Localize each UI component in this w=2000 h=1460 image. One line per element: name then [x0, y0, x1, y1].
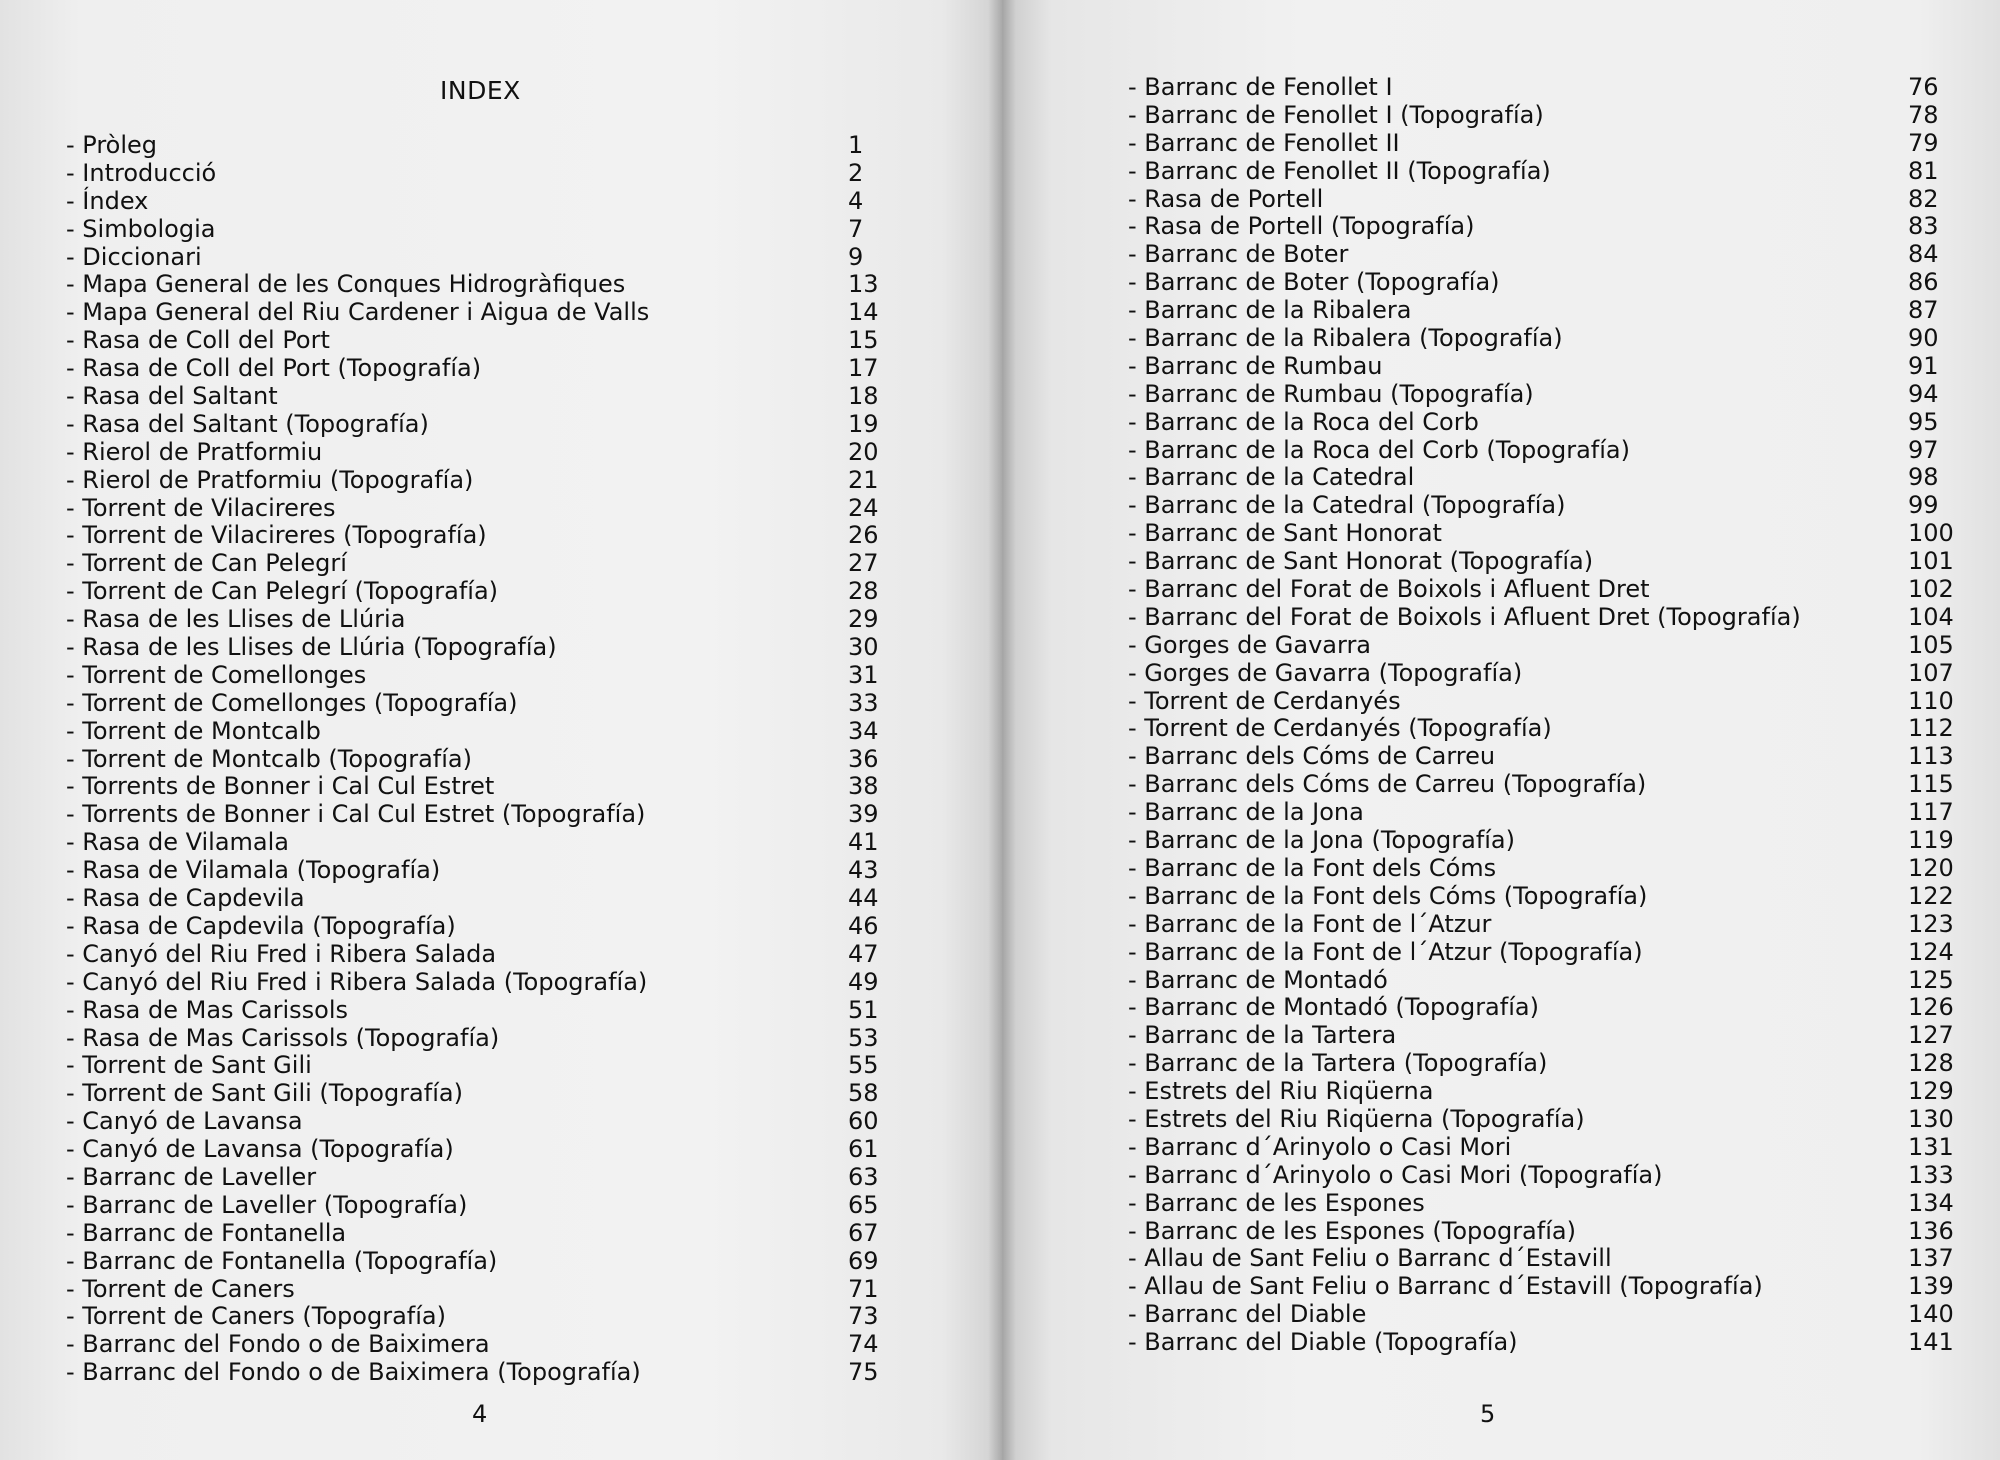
index-entry — [1128, 1021, 1954, 1050]
index-entry — [1128, 297, 1948, 325]
index-entry — [1128, 575, 1954, 604]
entry-title: - Estrets del Riu Riqüerna (Topografía) — [1128, 1104, 1585, 1133]
entry-page-number: 123 — [1908, 909, 1954, 938]
entry-page-number: 110 — [1908, 686, 1954, 715]
entry-title: - Barranc de Boter — [1128, 240, 1349, 269]
entry-page-number: 98 — [1908, 463, 1939, 492]
entry-title: - Barranc de la Tartera (Topografía) — [1128, 1049, 1548, 1078]
index-entry — [1128, 464, 1948, 492]
entry-title: - Barranc de Fenollet II — [1128, 128, 1400, 157]
entry-title: - Torrent de Cerdanyés — [1128, 686, 1401, 715]
entry-page-number: 115 — [1908, 770, 1954, 799]
entry-title: - Barranc de la Roca del Corb (Topografía) — [1128, 435, 1630, 464]
entry-title: - Allau de Sant Feliu o Barranc d´Estavill (Topografía) — [1128, 1272, 1763, 1301]
index-entry — [1128, 409, 1948, 437]
entry-title: - Barranc de les Espones — [1128, 1188, 1425, 1217]
entry-page-number: 140 — [1908, 1300, 1954, 1329]
entry-page-number: 24 — [848, 493, 879, 522]
index-entry — [1128, 1216, 1954, 1246]
entry-title: - Barranc de les Espones (Topografía) — [1128, 1216, 1576, 1245]
page-number-right: 5 — [1480, 1400, 1496, 1428]
index-entry — [66, 327, 906, 355]
entry-title: - Rasa de Portell — [1128, 184, 1324, 213]
index-entry — [1128, 1244, 1954, 1273]
index-entry — [66, 662, 906, 690]
entry-page-number: 46 — [848, 911, 879, 940]
entry-page-number: 2 — [848, 158, 864, 187]
index-entry — [1128, 437, 1948, 465]
entry-page-number: 20 — [848, 437, 879, 466]
entry-page-number: 97 — [1908, 435, 1939, 464]
entry-page-number: 29 — [848, 605, 879, 634]
entry-title: - Canyó de Lavansa (Topografía) — [66, 1135, 454, 1164]
entry-page-number: 19 — [848, 409, 879, 438]
index-entry — [1128, 853, 1954, 883]
index-entry — [66, 550, 906, 578]
index-entry — [1128, 213, 1948, 241]
entry-page-number: 131 — [1908, 1132, 1954, 1161]
entry-title: - Barranc de Laveller — [66, 1162, 317, 1191]
index-entry — [1128, 993, 1954, 1022]
entry-page-number: 67 — [848, 1218, 879, 1247]
entry-title: - Gorges de Gavarra — [1128, 630, 1372, 659]
entry-title: - Barranc de Fontanella (Topografía) — [66, 1246, 498, 1275]
entry-title: - Mapa General de les Conques Hidrogràfiques — [66, 270, 626, 299]
index-entry — [1128, 1300, 1954, 1329]
entry-title: - Torrent de Cerdanyés (Topografía) — [1128, 714, 1552, 743]
index-entry — [1128, 826, 1954, 855]
index-title: INDEX — [440, 76, 521, 105]
entry-page-number: 107 — [1908, 658, 1954, 687]
entry-page-number: 75 — [848, 1358, 879, 1387]
entry-page-number: 9 — [848, 242, 864, 271]
entry-page-number: 87 — [1908, 296, 1939, 325]
entry-title: - Estrets del Riu Riqüerna — [1128, 1077, 1434, 1106]
entry-title: - Barranc de Boter (Topografía) — [1128, 268, 1500, 297]
entry-title: - Barranc de Montadó (Topografía) — [1128, 993, 1539, 1022]
entry-title: - Barranc d´Arinyolo o Casi Mori (Topografía) — [1128, 1160, 1663, 1189]
index-entry — [1128, 186, 1948, 214]
index-entry — [66, 913, 906, 941]
index-entry — [66, 355, 906, 383]
entry-title: - Barranc de la Ribalera (Topografía) — [1128, 324, 1563, 353]
index-entry — [66, 467, 906, 495]
entry-page-number: 84 — [1908, 240, 1939, 269]
entry-title: - Introducció — [66, 158, 217, 187]
entry-page-number: 129 — [1908, 1077, 1954, 1106]
index-entry — [66, 1052, 906, 1080]
entry-title: - Barranc de la Catedral (Topografía) — [1128, 491, 1566, 520]
entry-title: - Barranc de Laveller (Topografía) — [66, 1190, 468, 1219]
index-entry — [66, 1248, 906, 1276]
index-entry — [1128, 325, 1948, 353]
index-entry — [1128, 1188, 1954, 1218]
entry-page-number: 71 — [848, 1274, 879, 1303]
entry-page-number: 18 — [848, 382, 879, 411]
entry-title: - Barranc de Rumbau (Topografía) — [1128, 379, 1534, 408]
index-entry — [66, 411, 906, 439]
index-entry — [66, 634, 906, 662]
entry-title: - Barranc dels Cóms de Carreu (Topografía) — [1128, 770, 1647, 799]
entry-title: - Torrent de Comellonges (Topografía) — [66, 688, 518, 717]
entry-title: - Canyó del Riu Fred i Ribera Salada (Topografía) — [66, 967, 648, 996]
entry-title: - Barranc de Fenollet II (Topografía) — [1128, 156, 1551, 185]
entry-page-number: 15 — [848, 326, 879, 355]
entry-title: - Barranc de Fontanella — [66, 1218, 347, 1247]
entry-page-number: 122 — [1908, 881, 1954, 910]
index-entry — [1128, 602, 1954, 632]
entry-title: - Torrent de Sant Gili — [66, 1051, 312, 1080]
entry-page-number: 100 — [1908, 519, 1954, 548]
entry-title: - Barranc dels Cóms de Carreu — [1128, 742, 1496, 771]
entry-page-number: 101 — [1908, 547, 1954, 576]
index-entry — [66, 1136, 906, 1164]
entry-title: - Barranc de la Font de l´Atzur — [1128, 909, 1492, 938]
index-entry — [66, 522, 906, 550]
entry-page-number: 39 — [848, 800, 879, 829]
entry-title: - Barranc de la Jona — [1128, 798, 1364, 827]
entry-title: - Barranc de la Font de l´Atzur (Topografía) — [1128, 937, 1643, 966]
entry-title: - Rasa de Vilamala — [66, 828, 290, 857]
entry-page-number: 78 — [1908, 100, 1939, 129]
entry-page-number: 137 — [1908, 1244, 1954, 1273]
index-entry — [66, 1080, 906, 1108]
entry-page-number: 4 — [848, 186, 864, 215]
entry-page-number: 60 — [848, 1107, 879, 1136]
entry-page-number: 73 — [848, 1302, 879, 1331]
index-entry — [66, 829, 906, 857]
entry-page-number: 99 — [1908, 491, 1939, 520]
entry-title: - Barranc de la Ribalera — [1128, 296, 1412, 325]
entry-page-number: 104 — [1908, 602, 1954, 631]
entry-title: - Barranc del Forat de Boixols i Afluent Dret — [1128, 575, 1650, 604]
entry-title: - Rasa del Saltant — [66, 382, 278, 411]
entry-page-number: 17 — [848, 354, 879, 383]
entry-page-number: 130 — [1908, 1104, 1954, 1133]
entry-page-number: 113 — [1908, 742, 1954, 771]
entry-page-number: 21 — [848, 465, 879, 494]
entry-title: - Rasa de Mas Carissols — [66, 995, 349, 1024]
entry-title: - Rasa de Capdevila (Topografía) — [66, 911, 456, 940]
entry-page-number: 63 — [848, 1162, 879, 1191]
index-entry — [1128, 1272, 1954, 1301]
entry-page-number: 38 — [848, 772, 879, 801]
entry-page-number: 13 — [848, 270, 879, 299]
entry-page-number: 120 — [1908, 853, 1954, 882]
entry-page-number: 26 — [848, 521, 879, 550]
index-entry — [66, 1164, 906, 1192]
index-entry — [1128, 241, 1948, 269]
entry-title: - Barranc de Sant Honorat (Topografía) — [1128, 547, 1594, 576]
entry-title: - Rasa de les Llises de Llúria — [66, 605, 406, 634]
index-entry — [66, 885, 906, 913]
entry-title: - Rasa de Capdevila — [66, 884, 305, 913]
entry-page-number: 105 — [1908, 630, 1954, 659]
entry-page-number: 27 — [848, 549, 879, 578]
entry-page-number: 44 — [848, 884, 879, 913]
index-entry — [1128, 74, 1948, 102]
entry-title: - Barranc de Montadó — [1128, 965, 1388, 994]
entry-title: - Pròleg — [66, 131, 158, 159]
entry-title: - Barranc de la Roca del Corb — [1128, 407, 1479, 436]
index-entry — [66, 1025, 906, 1053]
entry-title: - Torrent de Caners (Topografía) — [66, 1302, 446, 1331]
entry-title: - Canyó del Riu Fred i Ribera Salada — [66, 939, 497, 968]
index-entry — [1128, 1049, 1954, 1078]
entry-page-number: 102 — [1908, 575, 1954, 604]
index-entry — [66, 1359, 906, 1387]
entry-page-number: 81 — [1908, 156, 1939, 185]
index-entry — [66, 941, 906, 969]
entry-title: - Barranc de la Font dels Cóms (Topografía) — [1128, 881, 1648, 910]
index-entry — [1128, 269, 1948, 297]
index-entry — [1128, 686, 1954, 716]
entry-title: - Barranc de Fenollet I (Topografía) — [1128, 100, 1544, 129]
entry-page-number: 53 — [848, 1023, 879, 1052]
book-gutter — [988, 0, 1016, 1460]
entry-title: - Barranc de la Catedral — [1128, 463, 1415, 492]
index-entry — [66, 1331, 906, 1359]
index-entry — [1128, 965, 1954, 995]
entry-page-number: 34 — [848, 716, 879, 745]
index-list-right — [1128, 73, 1954, 1357]
entry-page-number: 141 — [1908, 1328, 1954, 1357]
entry-page-number: 69 — [848, 1246, 879, 1275]
entry-title: - Barranc del Fondo o de Baiximera (Topografía) — [66, 1358, 641, 1387]
entry-title: - Diccionari — [66, 242, 202, 271]
entry-page-number: 33 — [848, 688, 879, 717]
index-entry — [1128, 547, 1954, 576]
entry-page-number: 41 — [848, 828, 879, 857]
entry-page-number: 79 — [1908, 128, 1939, 157]
entry-title: - Gorges de Gavarra (Topografía) — [1128, 658, 1523, 687]
entry-title: - Barranc del Forat de Boixols i Afluent Dret (Topografía) — [1128, 602, 1801, 631]
index-entry — [1128, 714, 1954, 743]
entry-page-number: 51 — [848, 995, 879, 1024]
index-entry — [1128, 798, 1954, 827]
entry-title: - Rasa de les Llises de Llúria (Topografía) — [66, 633, 557, 662]
entry-title: - Torrent de Can Pelegrí — [66, 549, 347, 578]
page-number-left: 4 — [472, 1400, 488, 1428]
entry-page-number: 91 — [1908, 351, 1939, 380]
index-entry — [66, 160, 906, 188]
index-entry — [66, 383, 906, 411]
index-entry — [66, 271, 906, 299]
index-entry — [1128, 1077, 1954, 1106]
entry-page-number: 95 — [1908, 407, 1939, 436]
entry-title: - Barranc de Sant Honorat — [1128, 519, 1442, 548]
entry-title: - Torrents de Bonner i Cal Cul Estret (Topografía) — [66, 800, 646, 829]
entry-title: - Barranc de la Tartera — [1128, 1021, 1397, 1050]
index-entry — [1128, 519, 1954, 548]
entry-page-number: 74 — [848, 1330, 879, 1359]
entry-page-number: 117 — [1908, 798, 1954, 827]
entry-page-number: 119 — [1908, 826, 1954, 855]
entry-title: - Rasa de Vilamala (Topografía) — [66, 856, 441, 885]
index-entry — [1128, 1132, 1954, 1162]
index-entry — [66, 801, 906, 829]
index-entry — [1128, 881, 1954, 911]
entry-title: - Torrent de Vilacireres (Topografía) — [66, 521, 487, 550]
entry-title: - Torrent de Montcalb (Topografía) — [66, 744, 472, 773]
entry-page-number: 124 — [1908, 937, 1954, 966]
index-entry — [66, 969, 906, 997]
index-entry — [1128, 630, 1954, 660]
entry-page-number: 43 — [848, 856, 879, 885]
entry-page-number: 94 — [1908, 379, 1939, 408]
entry-title: - Rasa de Mas Carissols (Topografía) — [66, 1023, 500, 1052]
entry-title: - Barranc de Fenollet I — [1128, 73, 1393, 101]
entry-page-number: 82 — [1908, 184, 1939, 213]
index-entry — [66, 1192, 906, 1220]
index-entry — [1128, 658, 1954, 688]
index-entry — [1128, 770, 1954, 799]
entry-title: - Rasa de Coll del Port (Topografía) — [66, 354, 482, 383]
entry-title: - Barranc del Diable — [1128, 1300, 1367, 1329]
entry-title: - Torrent de Can Pelegrí (Topografía) — [66, 577, 499, 606]
index-entry — [1128, 158, 1948, 186]
entry-page-number: 76 — [1908, 73, 1939, 101]
entry-page-number: 7 — [848, 214, 864, 243]
entry-title: - Torrents de Bonner i Cal Cul Estret — [66, 772, 495, 801]
entry-page-number: 30 — [848, 633, 879, 662]
entry-title: - Barranc d´Arinyolo o Casi Mori — [1128, 1132, 1512, 1161]
entry-page-number: 55 — [848, 1051, 879, 1080]
entry-page-number: 134 — [1908, 1188, 1954, 1217]
index-entry — [66, 1303, 906, 1331]
index-entry — [66, 188, 906, 216]
index-entry — [66, 244, 906, 272]
index-entry — [1128, 130, 1948, 158]
entry-page-number: 1 — [848, 131, 864, 159]
entry-page-number: 86 — [1908, 268, 1939, 297]
entry-title: - Torrent de Sant Gili (Topografía) — [66, 1079, 463, 1108]
entry-title: - Torrent de Caners — [66, 1274, 295, 1303]
entry-title: - Torrent de Vilacireres — [66, 493, 336, 522]
index-entry — [1128, 1160, 1954, 1190]
entry-page-number: 36 — [848, 744, 879, 773]
entry-page-number: 127 — [1908, 1021, 1954, 1050]
entry-page-number: 49 — [848, 967, 879, 996]
index-entry — [66, 439, 906, 467]
entry-title: - Allau de Sant Feliu o Barranc d´Estavill — [1128, 1244, 1612, 1273]
entry-page-number: 133 — [1908, 1160, 1954, 1189]
entry-title: - Barranc del Fondo o de Baiximera — [66, 1330, 490, 1359]
index-list-left — [66, 132, 906, 1387]
index-entry — [66, 690, 906, 718]
index-entry — [66, 746, 906, 774]
index-entry — [1128, 909, 1954, 939]
entry-title: - Rasa de Coll del Port — [66, 326, 330, 355]
entry-title: - Barranc de la Jona (Topografía) — [1128, 826, 1515, 855]
entry-title: - Rierol de Pratformiu (Topografía) — [66, 465, 474, 494]
entry-page-number: 112 — [1908, 714, 1954, 743]
entry-page-number: 28 — [848, 577, 879, 606]
index-entry — [66, 606, 906, 634]
index-entry — [66, 1220, 906, 1248]
index-entry — [1128, 353, 1948, 381]
index-entry — [1128, 381, 1948, 409]
index-entry — [66, 997, 906, 1025]
index-entry — [1128, 492, 1948, 520]
entry-page-number: 128 — [1908, 1049, 1954, 1078]
index-entry — [66, 857, 906, 885]
index-entry — [66, 773, 906, 801]
entry-title: - Barranc de la Font dels Cóms — [1128, 853, 1497, 882]
entry-title: - Simbologia — [66, 214, 216, 243]
index-entry — [66, 1276, 906, 1304]
entry-title: - Canyó de Lavansa — [66, 1107, 303, 1136]
index-entry — [66, 216, 906, 244]
entry-page-number: 58 — [848, 1079, 879, 1108]
index-entry — [1128, 742, 1954, 771]
index-entry — [1128, 102, 1948, 130]
index-entry — [66, 578, 906, 606]
entry-title: - Barranc de Rumbau — [1128, 351, 1383, 380]
entry-page-number: 139 — [1908, 1272, 1954, 1301]
entry-title: - Rasa de Portell (Topografía) — [1128, 212, 1475, 241]
entry-page-number: 65 — [848, 1190, 879, 1219]
index-entry — [66, 718, 906, 746]
entry-page-number: 47 — [848, 939, 879, 968]
index-entry — [1128, 1328, 1954, 1357]
entry-page-number: 61 — [848, 1135, 879, 1164]
entry-page-number: 31 — [848, 660, 879, 689]
entry-page-number: 126 — [1908, 993, 1954, 1022]
index-entry — [66, 299, 906, 327]
entry-page-number: 90 — [1908, 324, 1939, 353]
entry-title: - Índex — [66, 186, 149, 215]
index-entry — [66, 132, 906, 160]
index-entry — [66, 495, 906, 523]
index-entry — [1128, 1104, 1954, 1134]
entry-page-number: 14 — [848, 298, 879, 327]
entry-title: - Rasa del Saltant (Topografía) — [66, 409, 429, 438]
entry-page-number: 125 — [1908, 965, 1954, 994]
entry-title: - Torrent de Comellonges — [66, 660, 367, 689]
entry-title: - Torrent de Montcalb — [66, 716, 321, 745]
entry-page-number: 83 — [1908, 212, 1939, 241]
entry-title: - Rierol de Pratformiu — [66, 437, 323, 466]
entry-title: - Mapa General del Riu Cardener i Aigua de Valls — [66, 298, 650, 327]
index-entry — [66, 1108, 906, 1136]
index-entry — [1128, 937, 1954, 967]
entry-title: - Barranc del Diable (Topografía) — [1128, 1328, 1518, 1357]
entry-page-number: 136 — [1908, 1216, 1954, 1245]
